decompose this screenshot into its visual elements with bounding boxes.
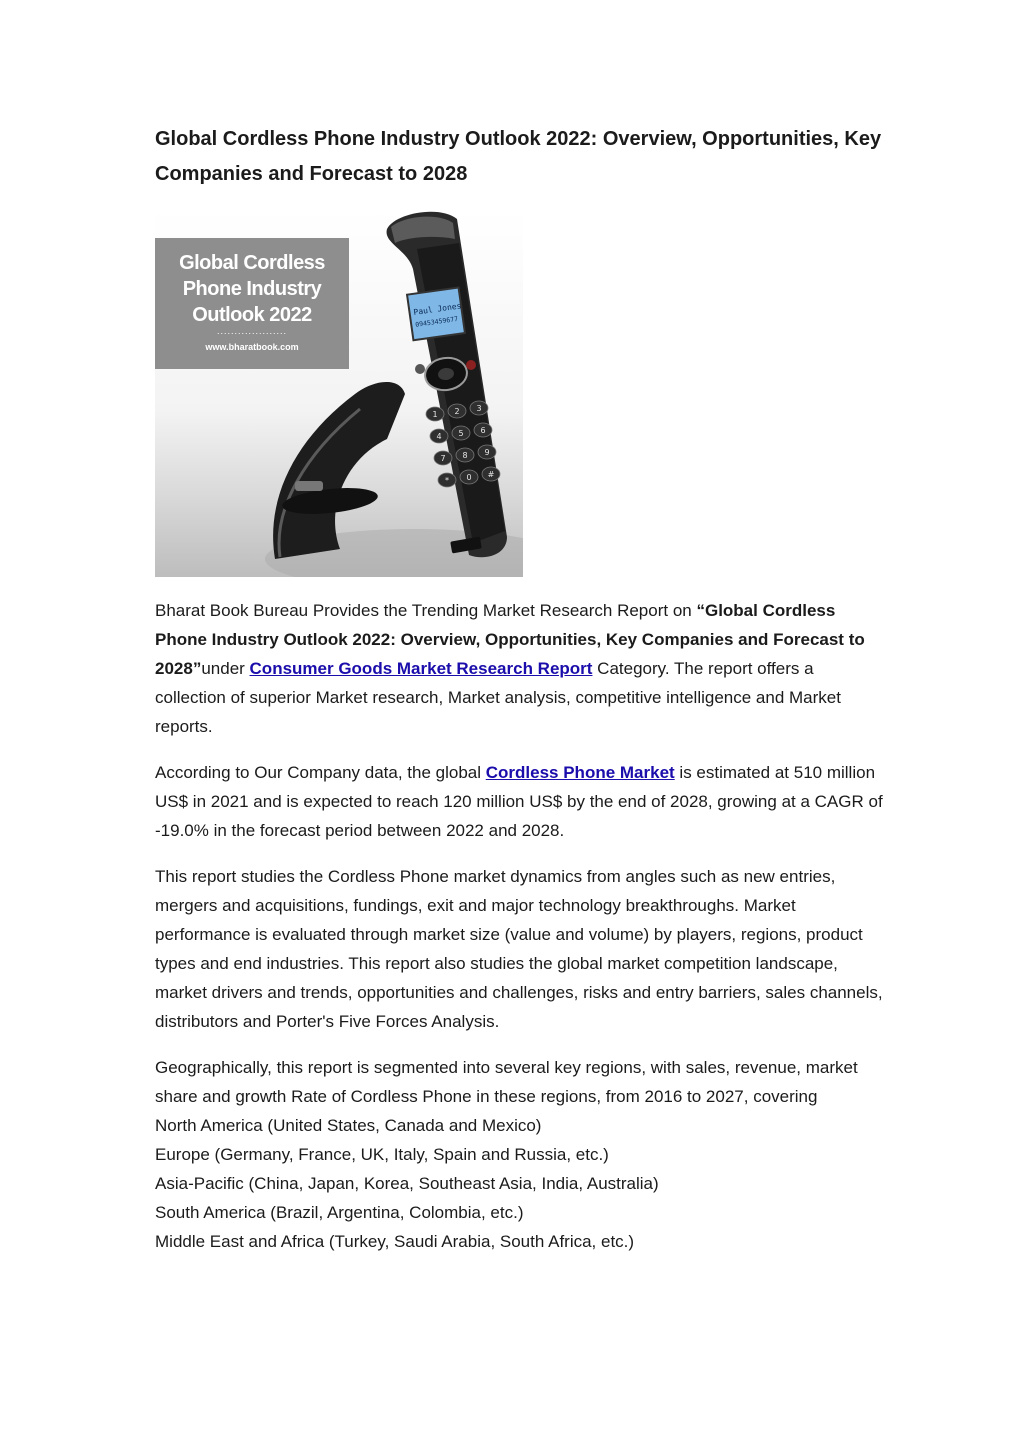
keypad-key-label: 4: [436, 432, 442, 441]
keypad-key-label: 5: [458, 429, 464, 438]
market-lead: According to Our Company data, the global: [155, 763, 486, 782]
keypad-key-label: #: [487, 470, 495, 479]
keypad-key-label: 8: [462, 451, 468, 460]
market-paragraph: [155, 758, 883, 845]
keypad-key-label: 7: [440, 454, 446, 463]
document-content: [155, 122, 883, 1256]
keypad-key: [482, 467, 500, 481]
keypad-key: [448, 404, 466, 418]
cordless-phone-market-link[interactable]: Cordless Phone Market: [485, 763, 675, 782]
keypad-key-label: 1: [432, 410, 438, 419]
cover-badge-dots: ....................: [216, 326, 287, 336]
region-item: North America (United States, Canada and Mexico): [155, 1116, 542, 1135]
keypad-key: [452, 426, 470, 440]
region-item: South America (Brazil, Argentina, Colombia, etc.): [155, 1203, 524, 1222]
keypad-key: [470, 401, 488, 415]
keypad-key: [438, 473, 456, 487]
keypad-key: [474, 423, 492, 437]
keypad-key-label: 6: [480, 426, 486, 435]
report-title-bold: “Global Cordless Phone Industry Outlook 2022: Overview, Opportunities, Key Companies and Forecast to 2028”: [155, 601, 865, 678]
cover-image: [155, 209, 523, 577]
cover-badge-title: Global Cordless Phone Industry Outlook 2022: [179, 252, 325, 326]
intro-tail: Category. The report offers a collection of superior Market research, Market analysis, competitive intelligence and Market reports.: [155, 659, 841, 736]
keypad-key-label: 9: [484, 448, 490, 457]
intro-paragraph: [155, 596, 883, 741]
keypad-key: [456, 448, 474, 462]
keypad-key: [426, 407, 444, 421]
dynamics-paragraph: This report studies the Cordless Phone market dynamics from angles such as new entries, mergers and acquisitions, fundings, exit and major technology breakthroughs. Market performance is evaluated through market size (value and volume) by players, regions, product types and end industries. This report also studies the global market competition landscape, market drivers and trends, opportunities and challenges, risks and entry barriers, sales channels, distributors and Porter's Five Forces Analysis.: [155, 867, 883, 1031]
keypad-key: [434, 451, 452, 465]
consumer-goods-report-link[interactable]: Consumer Goods Market Research Report: [249, 659, 593, 678]
cover-badge-url: www.bharatbook.com: [205, 342, 299, 352]
intro-under: under: [201, 659, 250, 678]
geography-paragraph: [155, 1053, 883, 1256]
keypad-key-label: 0: [466, 473, 472, 482]
keypad-key-label: 3: [476, 404, 482, 413]
geography-lead: Geographically, this report is segmented into several key regions, with sales, revenue, market share and growth Rate of Cordless Phone in these regions, from 2016 to 2027, covering: [155, 1058, 858, 1106]
intro-lead: Bharat Book Bureau Provides the Trending Market Research Report on: [155, 601, 697, 620]
region-item: Asia-Pacific (China, Japan, Korea, Southeast Asia, India, Australia): [155, 1174, 659, 1193]
keypad-key-label: 2: [454, 407, 460, 416]
page-title: Global Cordless Phone Industry Outlook 2022: Overview, Opportunities, Key Companies and Forecast to 2028: [155, 128, 882, 185]
region-item: Middle East and Africa (Turkey, Saudi Arabia, South Africa, etc.): [155, 1232, 635, 1251]
keypad-key: [430, 429, 448, 443]
keypad-key-label: *: [445, 476, 449, 485]
keypad-key: [460, 470, 478, 484]
market-tail: is estimated at 510 million US$ in 2021 and is expected to reach 120 million US$ by the end of 2028, growing at a CAGR of -19.0% in the forecast period between 2022 and 2028.: [155, 763, 883, 840]
cover-badge: [155, 238, 349, 369]
screen-name-text: Paul Jones: [412, 301, 462, 317]
screen-number-text: 09453459677: [414, 314, 459, 329]
region-item: Europe (Germany, France, UK, Italy, Spain and Russia, etc.): [155, 1145, 609, 1164]
keypad-key: [478, 445, 496, 459]
